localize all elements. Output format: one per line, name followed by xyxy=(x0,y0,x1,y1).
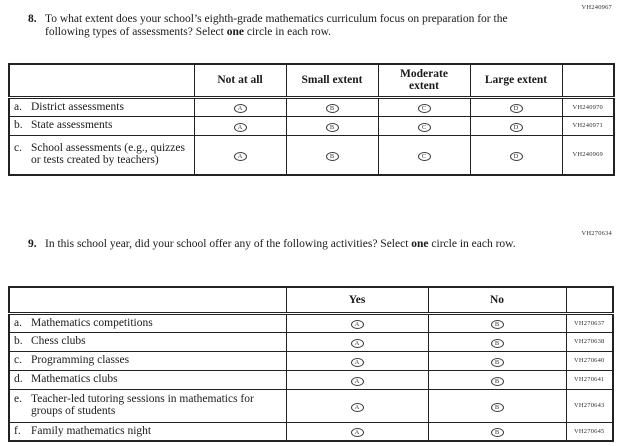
row-letter: a. xyxy=(14,316,22,329)
q8-header-row xyxy=(9,64,614,97)
answer-circle-yes[interactable]: A xyxy=(351,428,364,437)
question-8 xyxy=(28,13,550,39)
option-cell xyxy=(428,389,566,422)
option-cell xyxy=(286,389,428,422)
option-cell xyxy=(286,422,428,441)
option-cell xyxy=(470,116,562,135)
answer-circle-yes[interactable]: A xyxy=(351,403,364,412)
row-label: Programming classes xyxy=(31,354,130,366)
question-9-text-bold: one xyxy=(411,238,429,250)
row-code: VH240970 xyxy=(562,97,614,116)
option-cell xyxy=(428,313,566,332)
table-row xyxy=(9,389,613,422)
answer-circle-no[interactable]: B xyxy=(491,358,504,367)
row-letter: c. xyxy=(14,142,22,155)
row-code: VH270645 xyxy=(566,422,613,441)
option-cell xyxy=(286,313,428,332)
option-cell xyxy=(378,135,470,175)
question-9-number: 9. xyxy=(28,238,37,250)
q8-header-moderate-extent: Moderate extent xyxy=(378,64,470,97)
q9-activities-table xyxy=(8,286,614,442)
row-label-cell xyxy=(9,313,286,332)
q9-header-yes: Yes xyxy=(286,287,428,313)
answer-circle-no[interactable]: B xyxy=(491,428,504,437)
row-label-cell xyxy=(9,422,286,441)
answer-circle-yes[interactable]: A xyxy=(351,377,364,386)
answer-circle-no[interactable]: B xyxy=(491,377,504,386)
question-9 xyxy=(28,238,550,251)
question-9-text-part2: circle in each row. xyxy=(428,238,516,250)
row-label-cell xyxy=(9,351,286,370)
option-cell xyxy=(286,97,378,116)
answer-circle-d[interactable]: D xyxy=(510,104,523,113)
row-label: Teacher-led tutoring sessions in mathematics for groups of students xyxy=(31,393,254,417)
answer-circle-c[interactable]: C xyxy=(418,123,431,132)
table-row xyxy=(9,422,613,441)
option-cell xyxy=(378,116,470,135)
option-cell xyxy=(428,422,566,441)
answer-circle-c[interactable]: C xyxy=(418,104,431,113)
question-9-text xyxy=(45,238,550,251)
option-cell xyxy=(286,116,378,135)
row-label: Family mathematics night xyxy=(31,424,152,437)
q8-assessments-table xyxy=(8,63,615,176)
answer-circle-yes[interactable]: A xyxy=(351,339,364,348)
row-code: VH240971 xyxy=(562,116,614,135)
row-label-cell xyxy=(9,389,286,422)
row-label: Mathematics competitions xyxy=(31,316,153,329)
answer-circle-d[interactable]: D xyxy=(510,123,523,132)
option-cell xyxy=(194,116,286,135)
row-label: School assessments (e.g., quizzes or tests created by teachers) xyxy=(31,142,185,167)
answer-circle-a[interactable]: A xyxy=(234,123,247,132)
table-row xyxy=(9,351,613,370)
table-row xyxy=(9,370,613,389)
answer-circle-b[interactable]: B xyxy=(326,123,339,132)
question-8-code: VH240967 xyxy=(581,4,612,11)
row-letter: b. xyxy=(14,119,23,131)
q8-header-empty xyxy=(9,64,194,97)
option-cell xyxy=(428,351,566,370)
answer-circle-yes[interactable]: A xyxy=(351,358,364,367)
row-label: State assessments xyxy=(31,119,113,131)
row-label-cell xyxy=(9,332,286,351)
row-letter: c. xyxy=(14,354,22,366)
q9-header-empty xyxy=(9,287,286,313)
option-cell xyxy=(428,370,566,389)
answer-circle-yes[interactable]: A xyxy=(351,320,364,329)
question-8-text-bold: one xyxy=(226,26,244,38)
q8-header-not-at-all: Not at all xyxy=(194,64,286,97)
answer-circle-a[interactable]: A xyxy=(234,104,247,113)
q8-header-large-extent: Large extent xyxy=(470,64,562,97)
option-cell xyxy=(378,97,470,116)
row-label: Mathematics clubs xyxy=(31,373,118,385)
q8-header-code-empty xyxy=(562,64,614,97)
question-9-code: VH270634 xyxy=(581,230,612,237)
row-code: VH270643 xyxy=(566,389,613,422)
option-cell xyxy=(286,370,428,389)
table-row xyxy=(9,332,613,351)
answer-circle-d[interactable]: D xyxy=(510,152,523,161)
answer-circle-b[interactable]: B xyxy=(326,152,339,161)
option-cell xyxy=(286,351,428,370)
row-code: VH270638 xyxy=(566,332,613,351)
row-code: VH270637 xyxy=(566,313,613,332)
table-row xyxy=(9,135,614,175)
q9-header-row xyxy=(9,287,613,313)
question-8-text-part1: To what extent does your school’s eighth-grade mathematics curriculum focus on preparation for the following types of assessments? Select xyxy=(45,13,508,38)
table-row xyxy=(9,97,614,116)
option-cell xyxy=(194,97,286,116)
answer-circle-no[interactable]: B xyxy=(491,320,504,329)
q9-header-no: No xyxy=(428,287,566,313)
option-cell xyxy=(286,135,378,175)
row-letter: b. xyxy=(14,335,23,347)
row-label-cell xyxy=(9,116,194,135)
q9-header-code-empty xyxy=(566,287,613,313)
table-row xyxy=(9,313,613,332)
question-8-text-part2: circle in each row. xyxy=(243,26,332,38)
question-9-text-part1: In this school year, did your school offer any of the following activities? Select xyxy=(45,238,412,250)
option-cell xyxy=(470,135,562,175)
answer-circle-a[interactable]: A xyxy=(234,152,247,161)
table-row xyxy=(9,116,614,135)
answer-circle-c[interactable]: C xyxy=(418,152,431,161)
option-cell xyxy=(286,332,428,351)
option-cell xyxy=(428,332,566,351)
row-code: VH270640 xyxy=(566,351,613,370)
row-label-cell xyxy=(9,97,194,116)
row-letter: f. xyxy=(14,424,21,437)
option-cell xyxy=(194,135,286,175)
row-letter: d. xyxy=(14,373,23,385)
answer-circle-no[interactable]: B xyxy=(491,339,504,348)
option-cell xyxy=(470,97,562,116)
row-label: District assessments xyxy=(31,100,124,113)
row-label: Chess clubs xyxy=(31,335,86,347)
row-label-cell xyxy=(9,370,286,389)
answer-circle-b[interactable]: B xyxy=(326,104,339,113)
question-8-number: 8. xyxy=(28,13,37,25)
answer-circle-no[interactable]: B xyxy=(491,403,504,412)
q8-header-small-extent: Small extent xyxy=(286,64,378,97)
row-letter: e. xyxy=(14,393,22,405)
row-code: VH270641 xyxy=(566,370,613,389)
row-code: VH240969 xyxy=(562,135,614,175)
question-8-text xyxy=(45,13,550,39)
row-letter: a. xyxy=(14,100,22,113)
row-label-cell xyxy=(9,135,194,175)
